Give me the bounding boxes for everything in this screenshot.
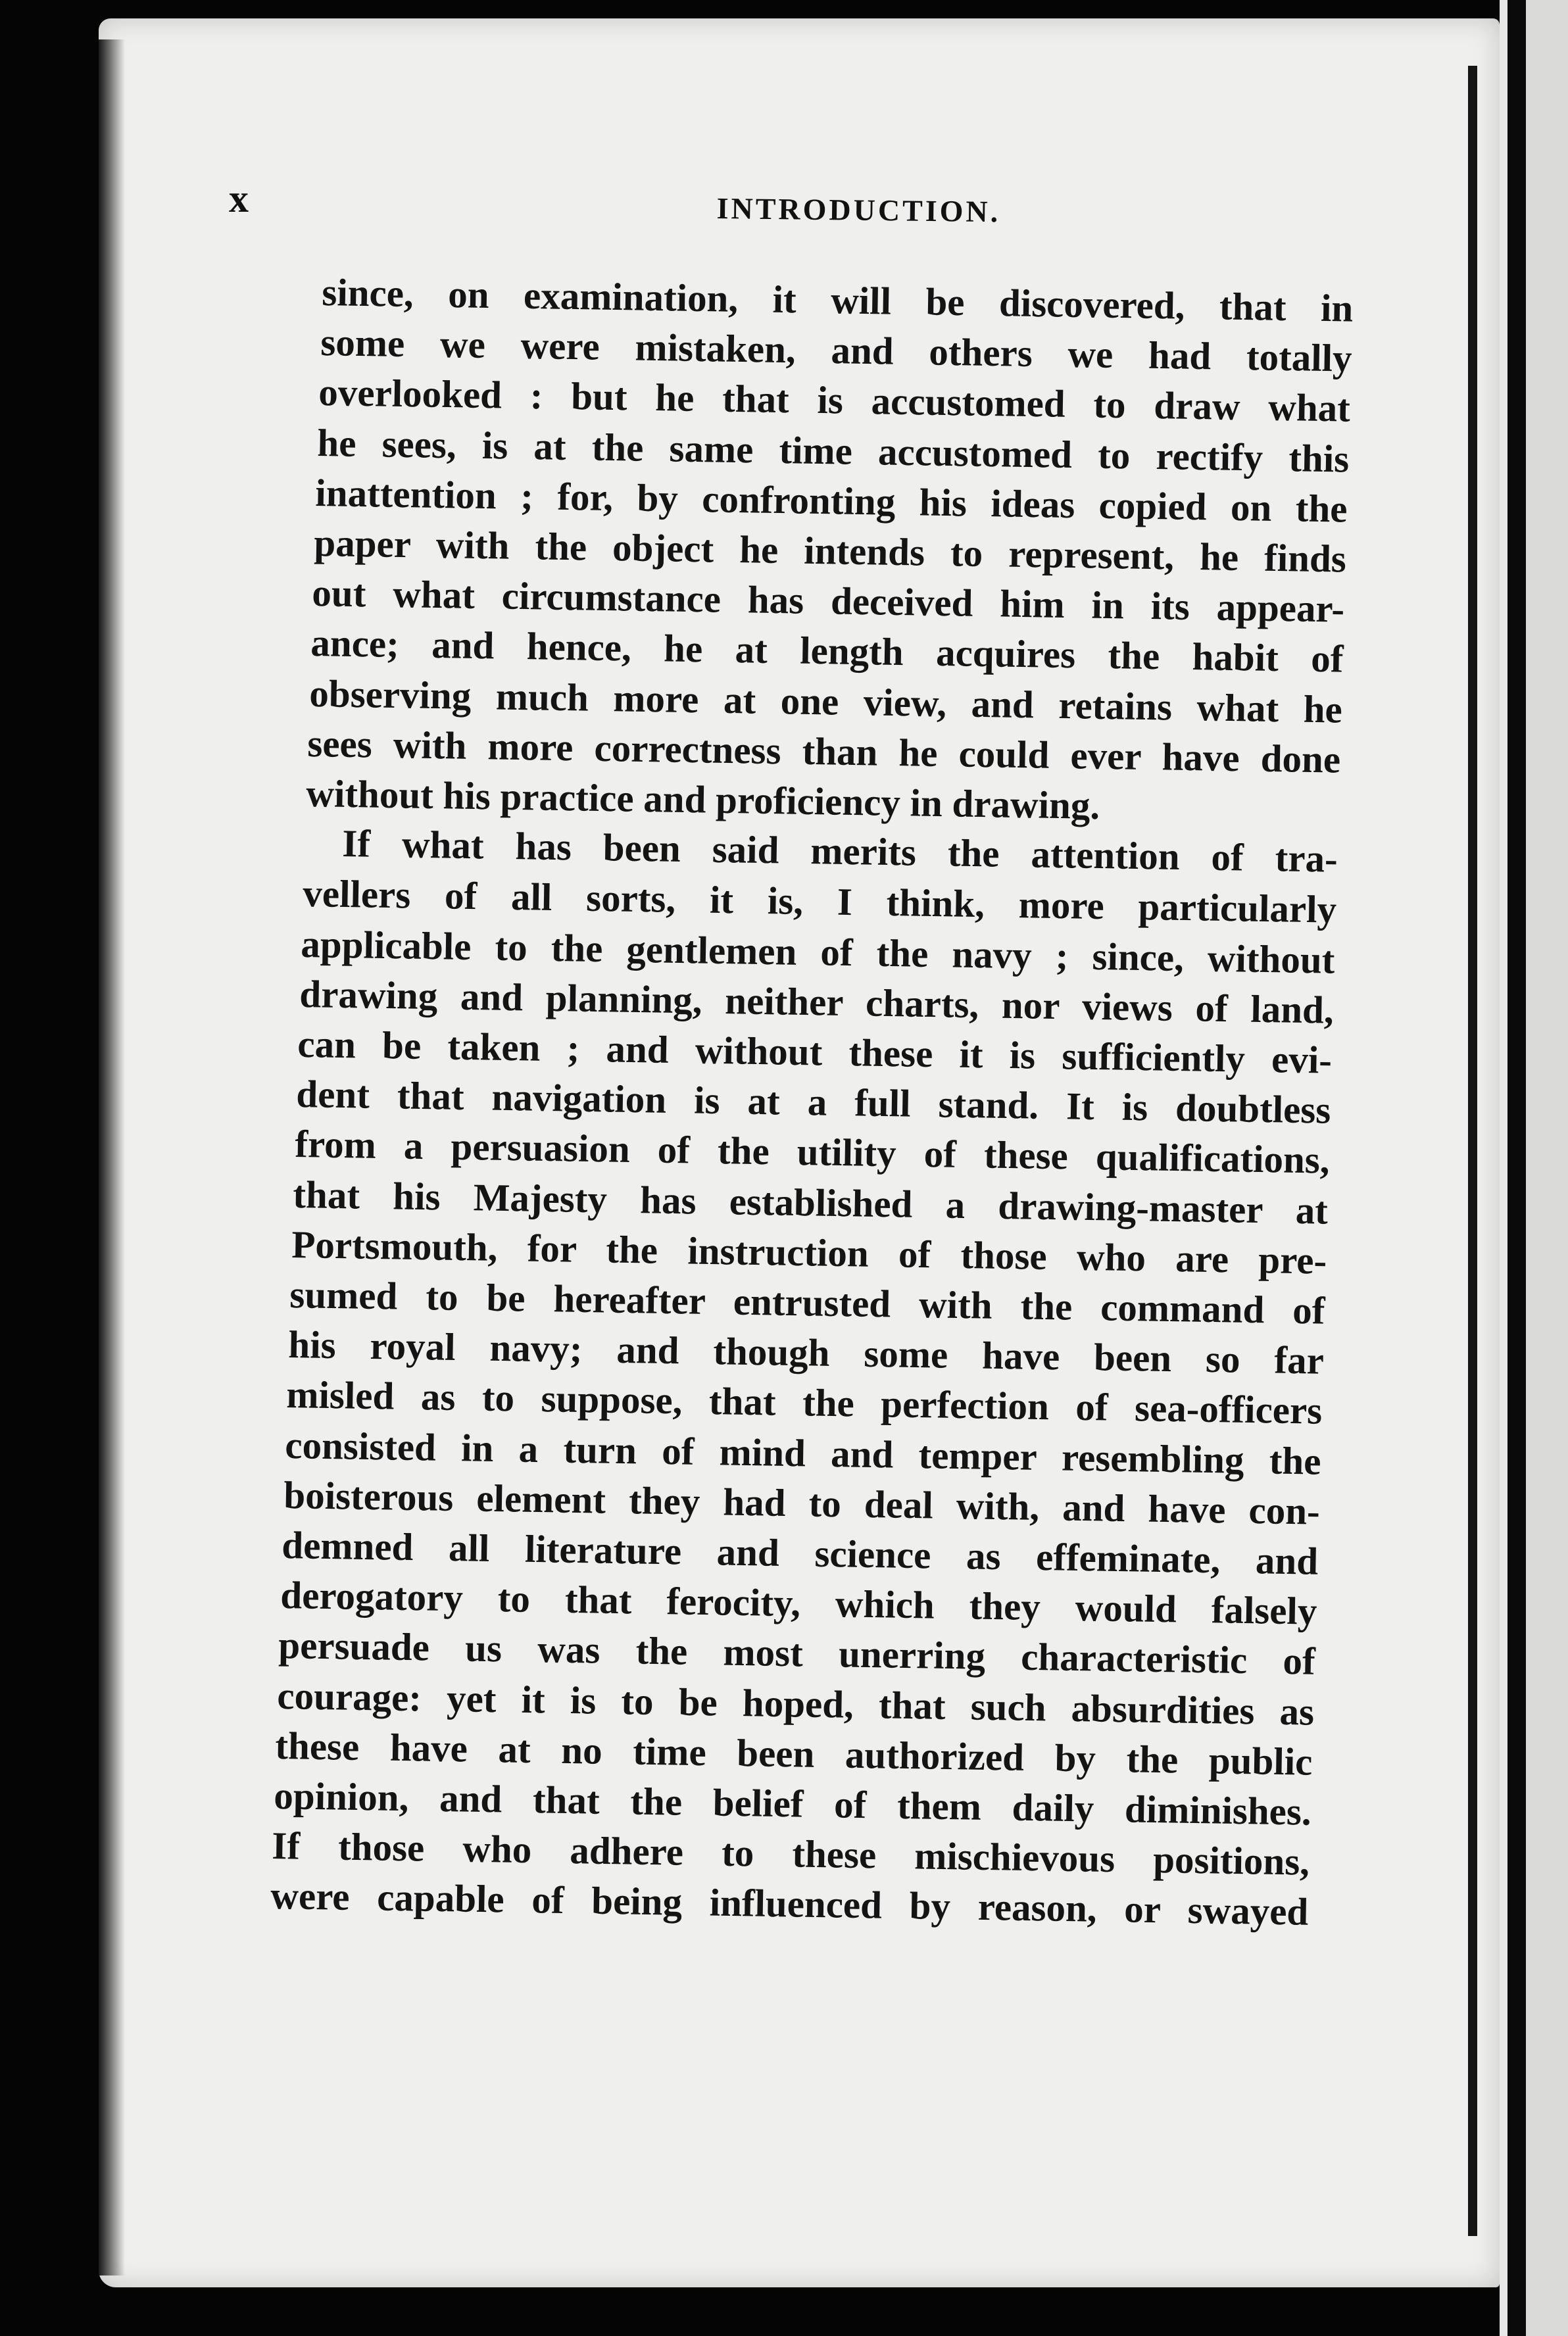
text-line: sees with more correctness than he could ever have done — [307, 721, 1341, 781]
text-line: vellers of all sorts, it is, I think, more particularly — [302, 871, 1337, 932]
text-line: derogatory to that ferocity, which they would falsely — [280, 1573, 1317, 1633]
text-line: If those who adhere to these mischievous positions, — [272, 1824, 1310, 1884]
text-line: that his Majesty has established a drawing-master at — [293, 1172, 1329, 1232]
text-line: persuade us was the most unerring characteristic of — [278, 1623, 1316, 1684]
text-line: applicable to the gentlemen of the navy ; since, without — [301, 921, 1336, 982]
text-line: demned all literature and science as effeminate, and — [282, 1522, 1319, 1583]
text-line: out what circumstance has deceived him in its appear- — [312, 571, 1346, 631]
text-line: opinion, and that the belief of them daily diminishes. — [273, 1773, 1312, 1834]
text-line: boisterous element they had to deal with, and have con- — [283, 1472, 1320, 1533]
text-line: drawing and planning, neither charts, nor views of land, — [299, 971, 1335, 1032]
text-line: he sees, is at the same time accustomed to rectify this — [316, 420, 1350, 481]
page-number: x — [229, 177, 249, 220]
text-line: can be taken ; and without these it is sufficiently evi- — [297, 1021, 1333, 1082]
text-line: without his practice and proficiency in drawing. — [305, 771, 1100, 827]
text-line: sumed to be hereafter entrusted with the command of — [289, 1272, 1326, 1332]
text-line: overlooked : but he that is accustomed to draw what — [318, 370, 1351, 431]
text-line: Portsmouth, for the instruction of those who are pre- — [291, 1222, 1327, 1282]
text-line: were capable of being influenced by reason, or swayed — [270, 1874, 1309, 1934]
text-line: paper with the object he intends to represent, he finds — [313, 520, 1347, 581]
running-title: INTRODUCTION. — [716, 191, 1001, 229]
text-line: since, on examination, it will be discovered, that in — [321, 270, 1354, 330]
text-line: his royal navy; and though some have been so far — [287, 1323, 1325, 1382]
text-line: courage: yet it is to be hoped, that such absurdities as — [276, 1673, 1315, 1734]
text-line: dent that navigation is at a full stand. It is doubtless — [295, 1072, 1331, 1132]
text-line: observing much more at one view, and retains what he — [308, 671, 1342, 731]
text-line: these have at no time been authorized by the public — [275, 1723, 1313, 1784]
text-line: If what has been said merits the attention of tra- — [342, 821, 1338, 881]
text-line: consisted in a turn of mind and temper resembling the — [284, 1423, 1321, 1483]
text-line: from a persuasion of the utility of these qualifications, — [294, 1122, 1330, 1182]
text-line: ance; and hence, he at length acquires the habit of — [310, 621, 1344, 681]
text-line: some we were mistaken, and others we had totally — [320, 320, 1352, 380]
text-line: inattention ; for, by confronting his ideas copied on the — [315, 470, 1348, 531]
text-line: misled as to suppose, that the perfection of sea-officers — [286, 1373, 1323, 1433]
